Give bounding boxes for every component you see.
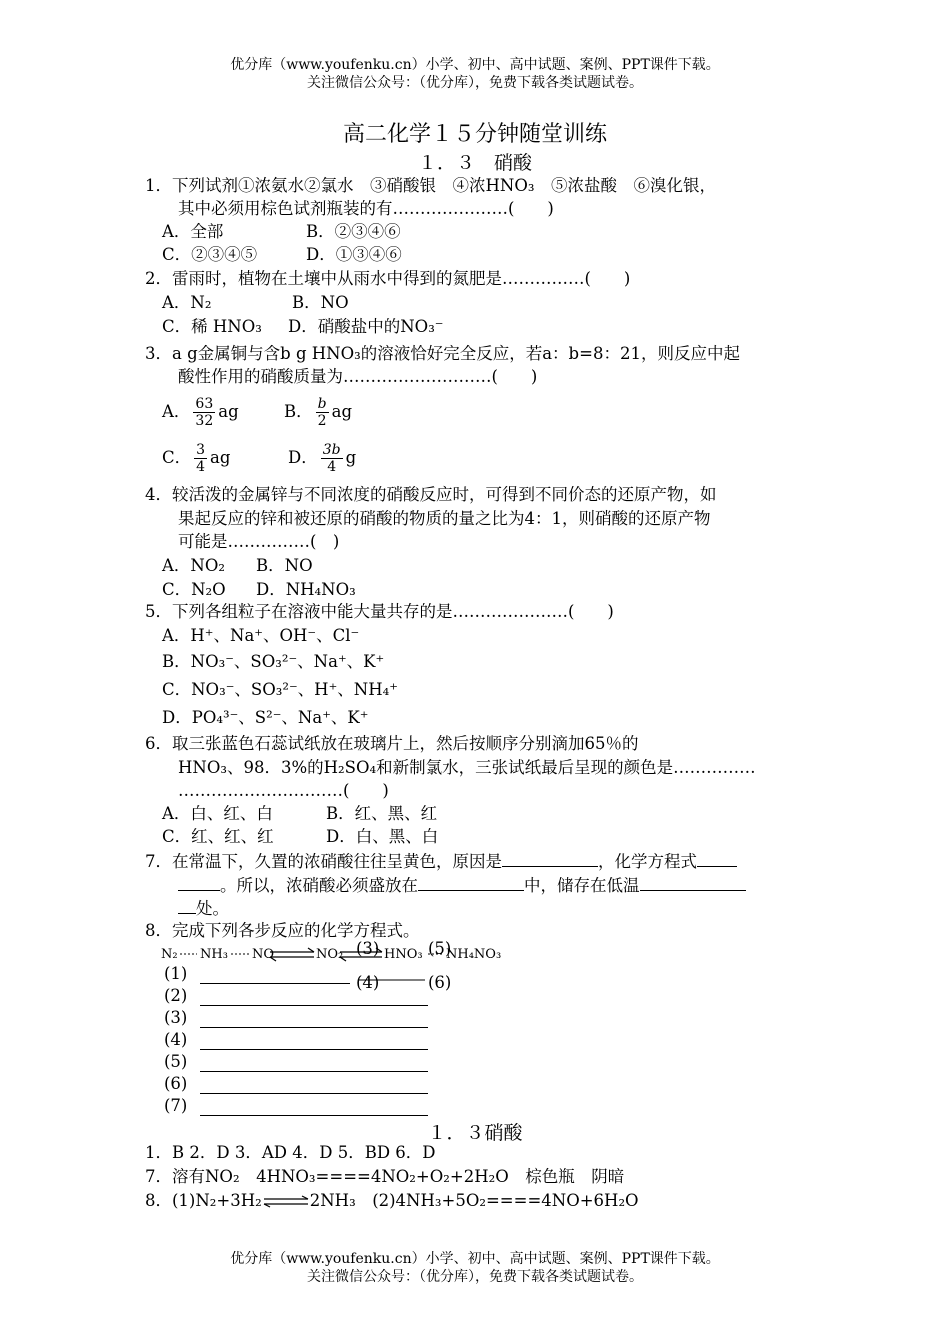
q1-option-d: D．①③④⑥	[306, 245, 402, 264]
q1-line-2: 其中必须用棕色试剂瓶装的有…………………( )	[178, 199, 554, 218]
q8-answer-line-2[interactable]	[200, 1005, 428, 1006]
q4-option-b: B．NO	[256, 556, 313, 575]
fill-blank[interactable]	[178, 897, 196, 914]
fill-blank[interactable]	[502, 850, 598, 867]
q3-option-a: A． $\frac{63}{32}$ ag	[162, 396, 239, 429]
q8-step-4-label: (4)	[164, 1030, 188, 1049]
chain-nh4no3: NH₄NO₃	[446, 947, 502, 962]
chain-label-lower-6: (6)	[428, 973, 452, 992]
chain-n2: N₂	[161, 947, 178, 962]
q8-answer-line-6[interactable]	[200, 1093, 428, 1094]
q2-option-b: B．NO	[292, 293, 349, 312]
q1-option-c: C．②③④⑤	[162, 245, 258, 264]
chain-label-upper-5: (5)	[428, 939, 452, 958]
q8-step-3-label: (3)	[164, 1008, 188, 1027]
q8-step-7-label: (7)	[164, 1096, 188, 1115]
answers-line-2: 7．溶有NO₂ 4HNO₃====4NO₂+O₂+2H₂O 棕色瓶 阴暗	[145, 1167, 625, 1186]
fill-blank[interactable]	[418, 874, 524, 891]
equilibrium-arrow	[262, 1195, 310, 1209]
q5-option-d: D．PO₄³⁻、S²⁻、Na⁺、K⁺	[162, 708, 369, 727]
q6-line-2: HNO₃、98．3%的H₂SO₄和新制氯水，三张试纸最后呈现的颜色是……………	[178, 758, 756, 777]
q5-line-1: 5．下列各组粒子在溶液中能大量共存的是…………………( )	[145, 602, 614, 621]
q3-line-1: 3．a g金属铜与含b g HNO₃的溶液恰好完全反应，若a：b=8：21，则反应中起	[145, 344, 740, 363]
q3-line-2: 酸性作用的硝酸质量为………………………( )	[178, 367, 538, 386]
q6-line-1: 6．取三张蓝色石蕊试纸放在玻璃片上，然后按顺序分别滴加65％的	[145, 734, 639, 753]
q5-option-a: A．H⁺、Na⁺、OH⁻、Cl⁻	[162, 626, 360, 645]
q2-option-d: D．硝酸盐中的NO₃⁻	[288, 317, 444, 336]
chain-no: NO	[252, 947, 275, 962]
q7-line-2: 。所以，浓硝酸必须盛放在 中，储存在低温	[178, 874, 746, 897]
q4-option-a: A．NO₂	[162, 556, 225, 575]
q2-option-c: C．稀 HNO₃	[162, 317, 262, 336]
chain-no2: NO₂	[316, 947, 344, 962]
fill-blank[interactable]	[697, 850, 737, 867]
q8-answer-line-3[interactable]	[200, 1027, 428, 1028]
answers-line-3: 8．(1)N₂+3H₂ 2NH₃ (2)4NH₃+5O₂====4NO+6H₂O	[145, 1191, 639, 1210]
q2-option-a: A．N₂	[162, 293, 212, 312]
footer-line-1: 优分库（www.youfenku.cn）小学、初中、高中试题、案例、PPT课件下载。	[230, 1251, 720, 1267]
section-subtitle: １．３ 硝酸	[417, 152, 532, 174]
fraction: $\frac{b}{2}$	[317, 396, 327, 429]
q1-option-b: B．②③④⑥	[306, 222, 401, 241]
fraction: $\frac{3b}{4}$	[322, 442, 341, 475]
q1-line-1: 1．下列试剂①浓氨水②氯水 ③硝酸银 ④浓HNO₃ ⑤浓盐酸 ⑥溴化银，	[145, 176, 716, 195]
fraction: $\frac{63}{32}$	[195, 396, 214, 429]
q8-answer-line-4[interactable]	[200, 1049, 428, 1050]
q4-line-2: 果起反应的锌和被还原的硝酸的物质的量之比为4：1，则硝酸的还原产物	[178, 509, 711, 528]
q6-option-c: C．红、红、红	[162, 827, 274, 846]
q8-line-1: 8．完成下列各步反应的化学方程式。	[145, 921, 420, 940]
q8-step-1-label: (1)	[164, 964, 188, 983]
q3-option-d: D． $\frac{3b}{4}$ g	[288, 442, 357, 475]
q4-line-3: 可能是……………( )	[178, 532, 340, 551]
q6-option-d: D．白、黑、白	[326, 827, 439, 846]
q8-answer-line-5[interactable]	[200, 1071, 428, 1072]
q4-line-1: 4．较活泼的金属锌与不同浓度的硝酸反应时，可得到不同价态的还原产物，如	[145, 485, 717, 504]
q6-line-3: …………………………( )	[178, 781, 389, 800]
q5-option-c: C．NO₃⁻、SO₃²⁻、H⁺、NH₄⁺	[162, 680, 398, 699]
q3-option-c: C． $\frac{3}{4}$ ag	[162, 442, 231, 475]
q1-option-a: A．全部	[162, 222, 224, 241]
q7-line-3: 处。	[178, 897, 229, 920]
header-line-2: 关注微信公众号：（优分库），免费下载各类试题试卷。	[307, 75, 643, 91]
chain-label-lower-4: (4)	[356, 973, 380, 992]
chain-label-upper-3: (3)	[356, 939, 380, 958]
page-title: 高二化学１５分钟随堂训练	[342, 122, 607, 147]
q8-step-6-label: (6)	[164, 1074, 188, 1093]
q5-option-b: B．NO₃⁻、SO₃²⁻、Na⁺、K⁺	[162, 652, 385, 671]
q3-option-b: B． $\frac{b}{2}$ ag	[284, 396, 353, 429]
footer-line-2: 关注微信公众号：（优分库），免费下载各类试题试卷。	[307, 1269, 643, 1285]
header-line-1: 优分库（www.youfenku.cn）小学、初中、高中试题、案例、PPT课件下载。	[230, 57, 720, 73]
chain-hno3: HNO₃	[384, 947, 423, 962]
q2-line-1: 2．雷雨时，植物在土壤中从雨水中得到的氮肥是……………( )	[145, 269, 631, 288]
answers-line-1: 1．B 2．D 3．AD 4．D 5．BD 6．D	[145, 1143, 436, 1162]
q7-line-1: 7．在常温下，久置的浓硝酸往往呈黄色，原因是 ，化学方程式	[145, 850, 737, 873]
q6-option-a: A．白、红、白	[162, 804, 273, 823]
q6-option-b: B．红、黑、红	[326, 804, 438, 823]
answers-title: １．３硝酸	[427, 1122, 523, 1144]
fraction: $\frac{3}{4}$	[196, 442, 206, 475]
q8-step-5-label: (5)	[164, 1052, 188, 1071]
q8-step-2-label: (2)	[164, 986, 188, 1005]
fill-blank[interactable]	[640, 874, 746, 891]
chain-nh3: NH₃	[200, 947, 228, 962]
q4-option-c: C．N₂O	[162, 580, 226, 599]
fill-blank[interactable]	[178, 874, 220, 891]
q8-answer-line-7[interactable]	[200, 1115, 428, 1116]
q4-option-d: D．NH₄NO₃	[256, 580, 356, 599]
q8-answer-line-1[interactable]	[200, 983, 350, 984]
